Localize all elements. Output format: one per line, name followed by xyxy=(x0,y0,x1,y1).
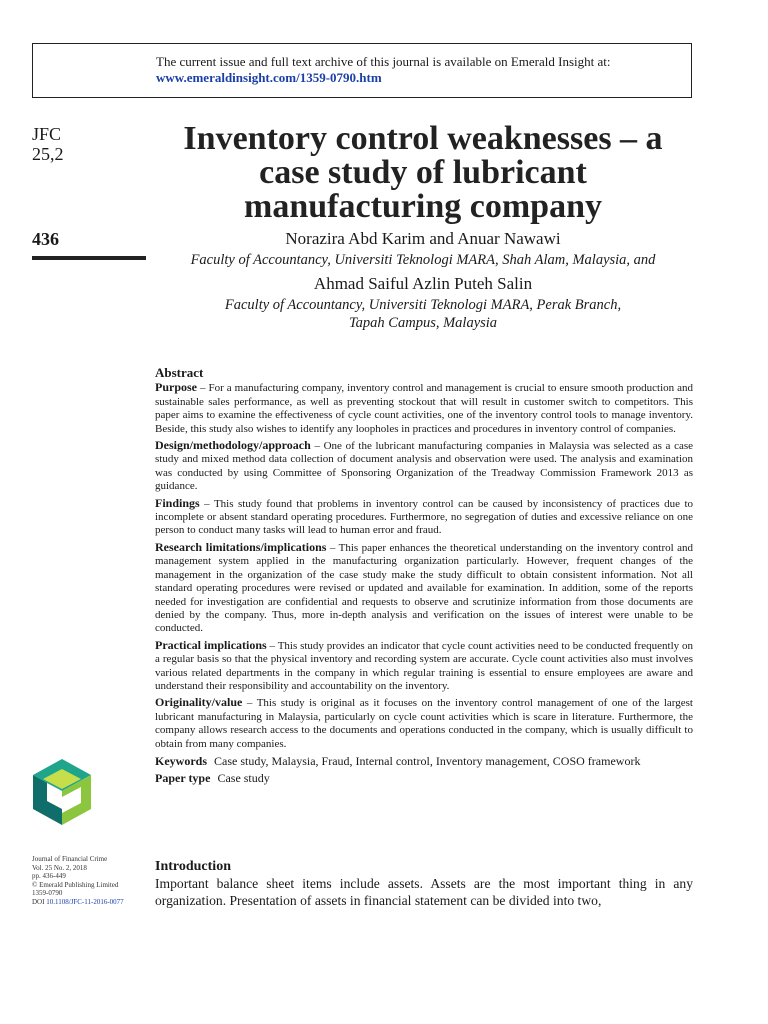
section-label: Purpose xyxy=(155,380,197,395)
publication-info xyxy=(32,855,124,907)
journal-name: Journal of Financial Crime xyxy=(32,855,108,863)
paper-type-label: Paper type xyxy=(155,771,211,786)
doi-label: DOI xyxy=(32,897,45,906)
affiliation-first: Faculty of Accountancy, Universiti Teknologi MARA, Shah Alam, Malaysia, and xyxy=(190,252,656,268)
paper-type-line xyxy=(155,772,693,785)
introduction-section xyxy=(155,859,693,909)
journal-volume: Vol. 25 No. 2, 2018 xyxy=(32,863,87,872)
volume-issue: 25,2 xyxy=(32,144,64,164)
section-label: Research limitations/implications xyxy=(155,539,327,554)
section-label: Originality/value xyxy=(155,695,243,710)
keywords-label: Keywords xyxy=(155,753,207,768)
journal-code xyxy=(32,124,64,164)
section-label: Practical implications xyxy=(155,637,267,652)
abstract-limitations: Research limitations/implications – This paper enhances the theoretical understanding on the inventory control and management system applied in the manufacturing organization particularly. However, frequent changes of the management in the organization of the case study make the study difficult to obtain consistent information. Not all standard operating procedures were revised or updated and available for examination. In addition, some of the reports needed for investigation are confidential and requests to observe and scrutinize information from those documents are denied by the company. Thus, more in-depth analysis and verification on the issues of interest were unable to be conducted. xyxy=(155,539,693,635)
abstract-findings: Findings – This study found that problems in inventory control can be caused by inconsistency of practices due to incomplete or absent standard operating procedures. Furthermore, no segregation of duties and excessive reliance on one person to conduct many tasks will lead to human error and fraud. xyxy=(155,495,693,537)
abstract xyxy=(155,366,693,786)
publisher: © Emerald Publishing Limited xyxy=(32,880,119,889)
section-label: Findings xyxy=(155,495,200,510)
journal-url-link[interactable]: www.emeraldinsight.com/1359-0790.htm xyxy=(156,70,382,85)
page-number-rule xyxy=(32,256,146,260)
section-text: This study provides an indicator that cycle count activities need to be conducted frequently on a regular basis so that the physical inventory and recording system are accurate. Cycle count activities also must involves various related departments in the company in which regular training is essential to ensure employees are aware and understand their responsibility and accountability on the inventory. xyxy=(155,639,693,692)
abstract-heading: Abstract xyxy=(155,365,204,380)
introduction-heading: Introduction xyxy=(155,859,231,874)
affiliation-second-line1: Faculty of Accountancy, Universiti Teknologi MARA, Perak Branch, xyxy=(224,297,622,313)
introduction-text: Important balance sheet items include assets. Assets are the most important thing in any organization. Presentation of assets in financial statement can be divided into two, xyxy=(155,876,693,908)
section-text: This study found that problems in inventory control can be caused by inconsistency of practices due to incomplete or absent standard operating procedures. Furthermore, no segregation of duties and excessive reliance on one person to conduct many tasks will lead to human error and fraud. xyxy=(155,497,693,537)
abstract-purpose: Purpose – For a manufacturing company, inventory control and management is crucial to ensure smooth production and sustainable sales performance, as well as preventing stockout that will result in customer switch to competitors. This paper aims to examine the effectiveness of cycle count activities, one of the inventory control tools to manage inventory. Beside, this study also wishes to identify any loopholes in practices and procedures in inventory control of companies. xyxy=(155,380,693,435)
abstract-design: Design/methodology/approach – One of the lubricant manufacturing companies in Malaysia was selected as a case study and mixed method data collection of document analysis and observation were used. The analysis and examination was conducted by using Committee of Sponsoring Organization of the Treadway Commission Framework 2013 as guidance. xyxy=(155,438,694,493)
authors-second: Ahmad Saiful Azlin Puteh Salin xyxy=(313,274,533,293)
paper-type-value: Case study xyxy=(217,771,270,786)
emerald-logo-icon xyxy=(31,757,93,827)
doi-link[interactable]: 10.1108/JFC-11-2016-0077 xyxy=(46,897,124,906)
doi-line xyxy=(32,898,124,907)
section-text: For a manufacturing company, inventory control and management is crucial to ensure smooth production and sustainable sales performance, as well as preventing stockout that will result in customer switch to competitors. This paper aims to examine the effectiveness of cycle count activities, one of the inventory control tools to manage inventory. Beside, this study also wishes to identify any loopholes in practices and procedures in inventory control of companies. xyxy=(155,382,693,435)
keywords-line xyxy=(155,755,693,768)
section-text: One of the lubricant manufacturing companies in Malaysia was selected as a case study and mixed method data collection of document analysis and observation were used. The analysis and examination was conducted by using Committee of Sponsoring Organization of the Treadway Commission Framework 2013 as guidance. xyxy=(155,440,694,493)
section-text: This study is original as it focuses on the inventory control management of one of the largest lubricant manufacturing in Malaysia, particularly on cycle count activities which is scare in literature. Furthermore, the company allows research access to the documents and operations conducted in the company, which is usually difficult to obtain from many companies. xyxy=(155,697,693,750)
affiliation-second-line2: Tapah Campus, Malaysia xyxy=(348,315,498,331)
issn: 1359-0790 xyxy=(32,889,63,898)
article-title: Inventory control weaknesses – a case study of lubricant manufacturing company xyxy=(183,120,663,225)
section-text: This paper enhances the theoretical understanding on the inventory control and management system applied in the manufacturing organization particularly. However, frequent changes of the management in the organization of the case study make the study difficult to obtain consistent information. Not all standard operating procedures were revised or updated and available for examination. In addition, some of the reports needed for investigation are confidential and requests to observe and scrutinize information from those documents are denied by the company. Thus, more in-depth analysis and verification on the issues of interest were unable to be conducted. xyxy=(155,541,693,635)
notice-text: The current issue and full text archive of this journal is available on Emerald Insight at: xyxy=(156,54,611,69)
abstract-practical: Practical implications – This study provides an indicator that cycle count activities need to be conducted frequently on a regular basis so that the physical inventory and recording system are accurate. Cycle count activities also must involves various related departments in the company in which regular training is essential to ensure employees are aware and understand their responsibility and accountability on the inventory. xyxy=(155,637,693,692)
journal-pages: pp. 436-449 xyxy=(32,872,66,881)
journal-abbrev: JFC xyxy=(32,124,62,144)
page-number: 436 xyxy=(32,229,59,249)
section-label: Design/methodology/approach xyxy=(155,438,311,453)
journal-notice-box xyxy=(32,43,692,98)
keywords-value: Case study, Malaysia, Fraud, Internal control, Inventory management, COSO framework xyxy=(214,753,641,768)
abstract-originality: Originality/value – This study is original as it focuses on the inventory control management of one of the largest lubricant manufacturing in Malaysia, particularly on cycle count activities which is scare in literature. Furthermore, the company allows research access to the documents and operations conducted in the company, which is usually difficult to obtain from many companies. xyxy=(155,695,693,750)
notice-text-block xyxy=(156,54,611,86)
authors-first: Norazira Abd Karim and Anuar Nawawi xyxy=(285,229,561,248)
